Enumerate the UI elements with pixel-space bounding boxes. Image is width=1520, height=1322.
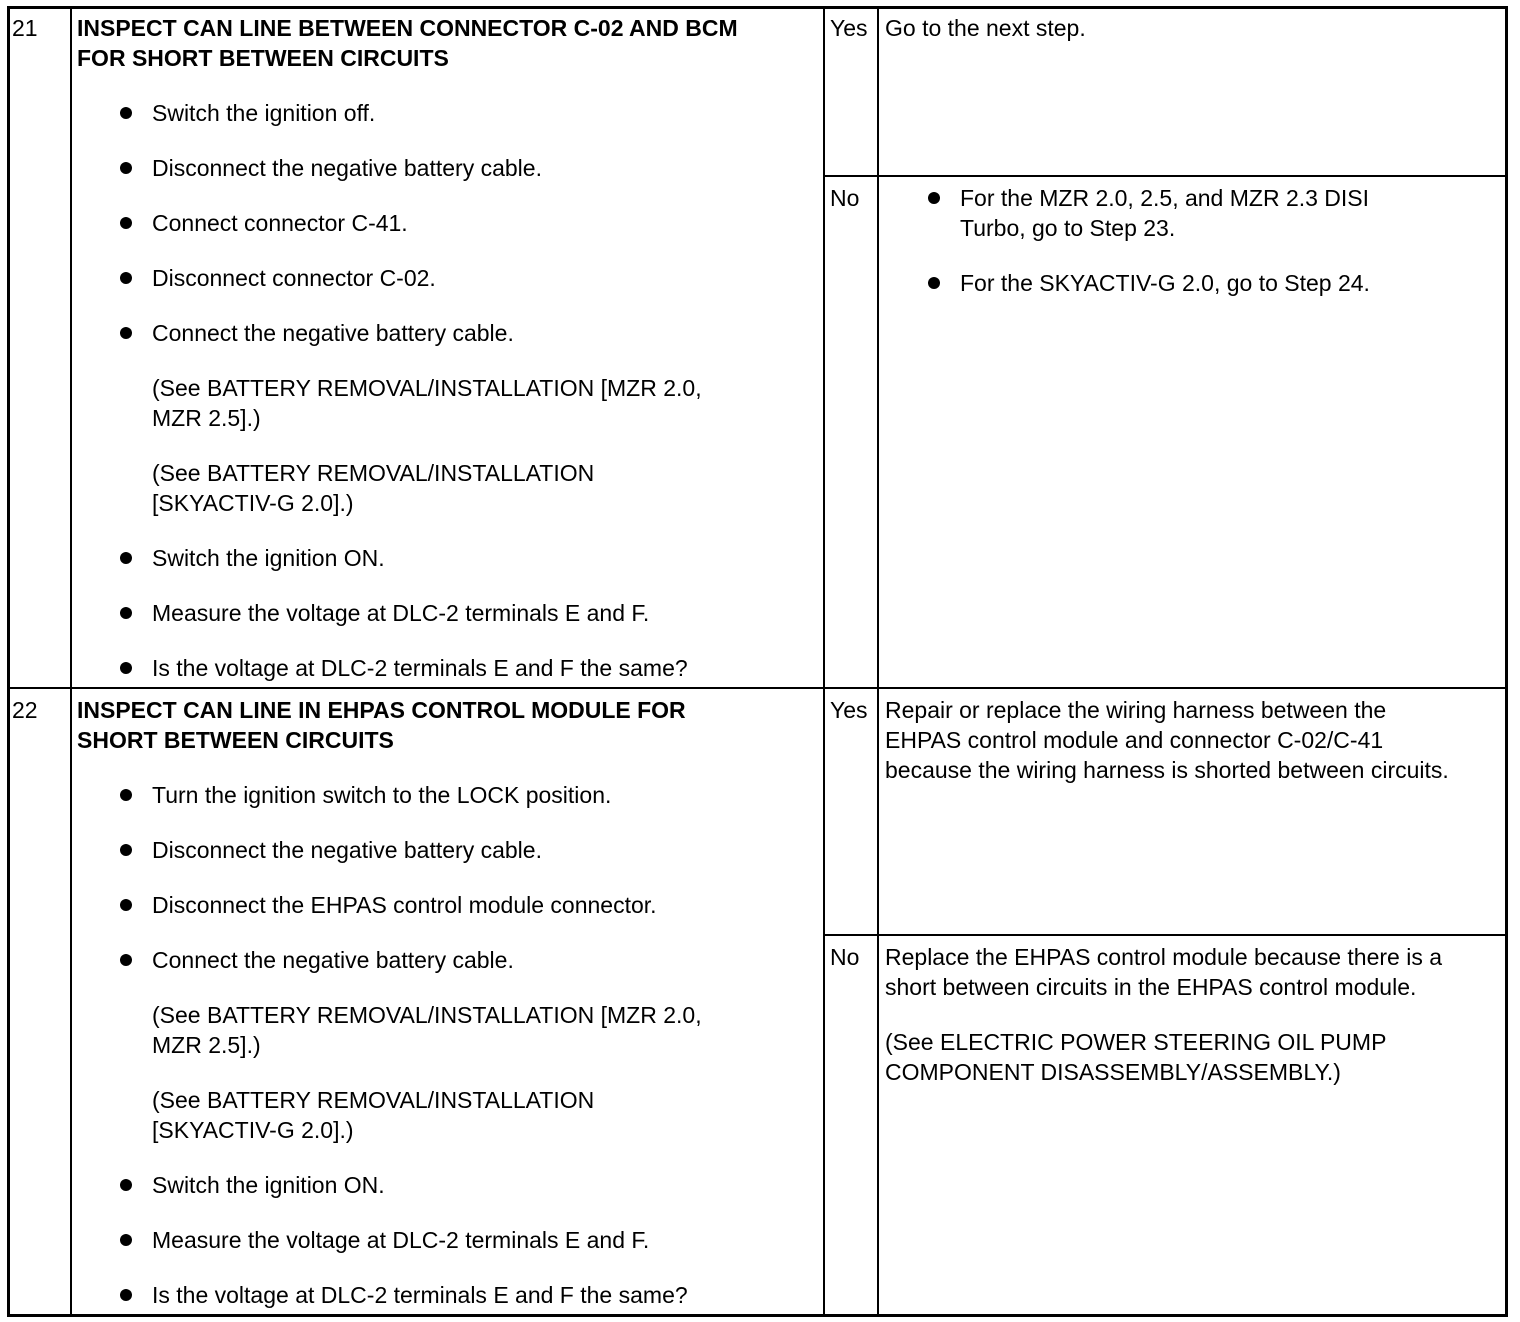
action-item: Measure the voltage at DLC-2 terminals E and F. [152,1227,650,1253]
bullet-icon [120,327,132,339]
reference-link[interactable]: (See BATTERY REMOVAL/INSTALLATION [MZR 2.0, [152,1002,702,1028]
bullet-icon [928,277,940,289]
yes-result: Go to the next step. [885,15,1086,41]
bullet-icon [120,844,132,856]
no-result: For the MZR 2.0, 2.5, and MZR 2.3 DISI [960,185,1370,211]
step-title-line: INSPECT CAN LINE IN EHPAS CONTROL MODULE FOR [77,697,686,723]
no-label: No [830,185,860,211]
bullet-icon [120,789,132,801]
column-divider-action [823,6,825,1317]
bullet-icon [120,162,132,174]
reference-link[interactable]: [SKYACTIV-G 2.0].) [152,490,354,516]
no-label: No [830,944,860,970]
reference-link[interactable]: (See BATTERY REMOVAL/INSTALLATION [MZR 2.0, [152,375,702,401]
step-number: 21 [12,15,38,41]
bullet-icon [120,1234,132,1246]
reference-link[interactable]: COMPONENT DISASSEMBLY/ASSEMBLY.) [885,1059,1341,1085]
bullet-icon [928,192,940,204]
bullet-icon [120,217,132,229]
action-item: Measure the voltage at DLC-2 terminals E and F. [152,600,650,626]
action-item: Switch the ignition ON. [152,545,385,571]
step-title-line: INSPECT CAN LINE BETWEEN CONNECTOR C-02 AND BCM [77,15,738,41]
action-item: Connect connector C-41. [152,210,408,236]
reference-link[interactable]: MZR 2.5].) [152,405,261,431]
yes-result: Repair or replace the wiring harness between the [885,697,1387,723]
action-item: Switch the ignition ON. [152,1172,385,1198]
no-result: Turbo, go to Step 23. [960,215,1176,241]
yes-label: Yes [830,697,868,723]
divider-step22-yes-no [823,934,1508,936]
yes-result: because the wiring harness is shorted between circuits. [885,757,1449,783]
yes-label: Yes [830,15,868,41]
divider-step21-yes-no [823,175,1508,177]
yes-result: EHPAS control module and connector C-02/C-41 [885,727,1384,753]
action-item: Connect the negative battery cable. [152,320,514,346]
action-item: Switch the ignition off. [152,100,376,126]
column-divider-number [70,6,72,1317]
action-item: Disconnect the negative battery cable. [152,837,542,863]
action-item: Turn the ignition switch to the LOCK position. [152,782,612,808]
bullet-icon [120,1179,132,1191]
reference-link[interactable]: MZR 2.5].) [152,1032,261,1058]
reference-link[interactable]: (See ELECTRIC POWER STEERING OIL PUMP [885,1029,1387,1055]
bullet-icon [120,107,132,119]
bullet-icon [120,1289,132,1301]
reference-link[interactable]: (See BATTERY REMOVAL/INSTALLATION [152,1087,595,1113]
step-title-line: SHORT BETWEEN CIRCUITS [77,727,394,753]
action-item: Disconnect the EHPAS control module connector. [152,892,657,918]
no-result: For the SKYACTIV-G 2.0, go to Step 24. [960,270,1370,296]
no-result: Replace the EHPAS control module because there is a [885,944,1442,970]
reference-link[interactable]: [SKYACTIV-G 2.0].) [152,1117,354,1143]
bullet-icon [120,272,132,284]
action-item: Disconnect connector C-02. [152,265,436,291]
action-item: Connect the negative battery cable. [152,947,514,973]
step-number: 22 [12,697,38,723]
action-item: Is the voltage at DLC-2 terminals E and F the same? [152,655,688,681]
reference-link[interactable]: (See BATTERY REMOVAL/INSTALLATION [152,460,595,486]
no-result: short between circuits in the EHPAS control module. [885,974,1417,1000]
step-title-line: FOR SHORT BETWEEN CIRCUITS [77,45,449,71]
action-item: Is the voltage at DLC-2 terminals E and F the same? [152,1282,688,1308]
column-divider-result [877,6,879,1317]
bullet-icon [120,662,132,674]
bullet-icon [120,607,132,619]
row-divider-step [7,687,1508,689]
bullet-icon [120,552,132,564]
bullet-icon [120,899,132,911]
bullet-icon [120,954,132,966]
action-item: Disconnect the negative battery cable. [152,155,542,181]
